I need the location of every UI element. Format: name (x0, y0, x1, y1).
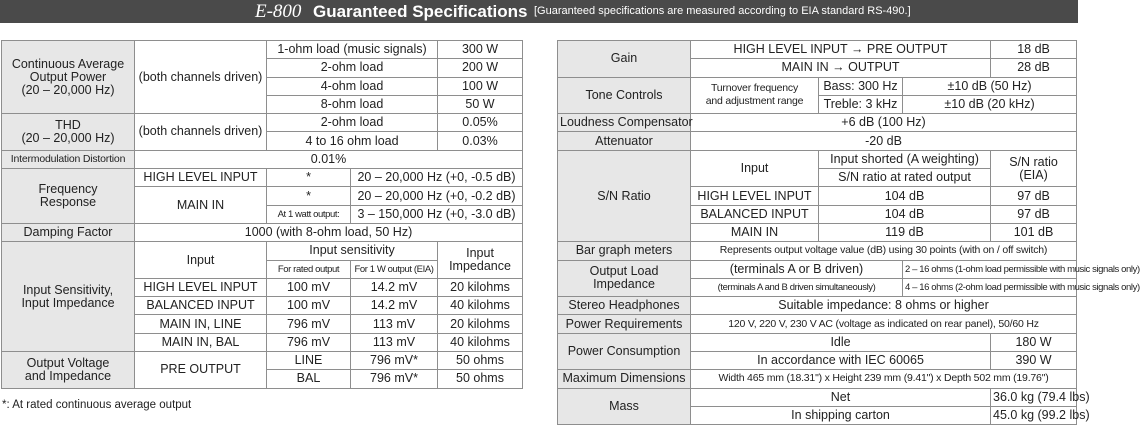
sens-label: Input Sensitivity, Input Impedance (2, 242, 135, 352)
table-row (558, 132, 1077, 150)
table-row (2, 169, 523, 187)
power-value: 50 W (438, 95, 523, 113)
sn-a: 119 dB (819, 223, 991, 241)
outv-kind: LINE (267, 352, 351, 370)
sens-input: MAIN IN, LINE (135, 315, 267, 333)
sn-input: BALANCED INPUT (691, 205, 819, 223)
imd-label: Intermodulation Distortion (2, 150, 135, 168)
power-value: 200 W (438, 59, 523, 77)
sn-eia-header: S/N ratio (EIA) (991, 150, 1077, 187)
load-cond: (terminals A and B driven simultaneously) (691, 278, 903, 296)
power-load: 2-ohm load (267, 59, 438, 77)
freq-main-mark: * (267, 187, 351, 205)
power-load: 1-ohm load (music signals) (267, 41, 438, 59)
outv-kind: BAL (267, 370, 351, 388)
thd-label: THD (20 – 20,000 Hz) (2, 114, 135, 151)
sens-1w: 113 mV (351, 333, 438, 351)
freq-hl-label: HIGH LEVEL INPUT (135, 169, 267, 187)
table-row (2, 352, 523, 370)
sens-input: HIGH LEVEL INPUT (135, 278, 267, 296)
outv-sub: PRE OUTPUT (135, 352, 267, 389)
phones-value: Suitable impedance: 8 ohms or higher (691, 297, 1077, 315)
sn-shorted-header: Input shorted (A weighting) (819, 150, 991, 168)
load-value: 2 – 16 ohms (1-ohm load permissible with music signals only) (903, 260, 1077, 278)
sn-eia: 97 dB (991, 205, 1077, 223)
power-condition: (both channels driven) (135, 41, 267, 114)
freq-main-label: MAIN IN (135, 187, 267, 224)
tone-treble-range: ±10 dB (20 kHz) (903, 95, 1077, 113)
mass-cond: Net (691, 388, 991, 406)
sn-a: 104 dB (819, 187, 991, 205)
tone-desc: Turnover frequency and adjustment range (691, 77, 819, 114)
load-label: Output Load Impedance (558, 260, 691, 297)
freq-hl-value: 20 – 20,000 Hz (+0, -0.5 dB) (351, 169, 523, 187)
bar-value: Represents output voltage value (dB) using 30 points (with on / off switch) (691, 242, 1077, 260)
sn-a: 104 dB (819, 205, 991, 223)
consumption-cond: In accordance with IEC 60065 (691, 352, 991, 370)
table-row (558, 242, 1077, 260)
consumption-label: Power Consumption (558, 333, 691, 370)
mass-value: 45.0 kg (99.2 lbs) (991, 406, 1077, 424)
mass-value: 36.0 kg (79.4 lbs) (991, 388, 1077, 406)
outv-label: Output Voltage and Impedance (2, 352, 135, 389)
right-spec-table (557, 40, 1140, 425)
damping-label: Damping Factor (2, 223, 135, 241)
table-row (558, 333, 1077, 351)
sn-input-header: Input (691, 150, 819, 187)
sens-1w: 14.2 mV (351, 278, 438, 296)
power-value: 300 W (438, 41, 523, 59)
model-name: E-800 (255, 1, 302, 22)
load-cond: (terminals A or B driven) (691, 260, 903, 278)
gain-value: 18 dB (991, 41, 1077, 59)
table-row (558, 77, 1077, 95)
imd-value: 0.01% (135, 150, 523, 168)
consumption-value: 390 W (991, 352, 1077, 370)
table-row (558, 114, 1077, 132)
phones-label: Stereo Headphones (558, 297, 691, 315)
mass-label: Mass (558, 388, 691, 425)
thd-condition: (both channels driven) (135, 114, 267, 151)
table-row (558, 388, 1077, 406)
table-row (2, 41, 523, 59)
sens-1w: 14.2 mV (351, 297, 438, 315)
tone-label: Tone Controls (558, 77, 691, 114)
left-spec-table (1, 40, 523, 389)
sens-imp: 20 kilohms (438, 315, 523, 333)
sens-rated: 796 mV (267, 315, 351, 333)
sn-eia: 101 dB (991, 223, 1077, 241)
freq-label: Frequency Response (2, 169, 135, 224)
sn-input: HIGH LEVEL INPUT (691, 187, 819, 205)
gain-path: HIGH LEVEL INPUT → PRE OUTPUT (691, 41, 991, 59)
sens-imp-header: Input Impedance (438, 242, 523, 279)
sens-rated: 796 mV (267, 333, 351, 351)
sens-imp: 40 kilohms (438, 333, 523, 351)
sens-input-header: Input (135, 242, 267, 279)
sens-1w: 113 mV (351, 315, 438, 333)
table-row (558, 260, 1077, 278)
sn-eia: 97 dB (991, 187, 1077, 205)
freq-watt-value: 3 – 150,000 Hz (+0, -3.0 dB) (351, 205, 523, 223)
sens-imp: 40 kilohms (438, 297, 523, 315)
freq-hl-mark: * (267, 169, 351, 187)
power-load: 8-ohm load (267, 95, 438, 113)
power-label: Continuous Average Output Power (20 – 20,000 Hz) (2, 41, 135, 114)
table-row (558, 41, 1077, 59)
table-row (2, 242, 523, 260)
sens-1w-header: For 1 W output (EIA) (351, 260, 438, 278)
outv-imp: 50 ohms (438, 370, 523, 388)
tone-bass-range: ±10 dB (50 Hz) (903, 77, 1077, 95)
mass-cond: In shipping carton (691, 406, 991, 424)
power-req-label: Power Requirements (558, 315, 691, 333)
sens-rated: 100 mV (267, 297, 351, 315)
dims-value: Width 465 mm (18.31") x Height 239 mm (9.41") x Depth 502 mm (19.76") (691, 370, 1077, 388)
atten-value: -20 dB (691, 132, 1077, 150)
table-row (2, 150, 523, 168)
freq-main-value: 20 – 20,000 Hz (+0, -0.2 dB) (351, 187, 523, 205)
thd-load: 2-ohm load (267, 114, 438, 132)
outv-volt: 796 mV* (351, 370, 438, 388)
loudness-label: Loudness Compensator (558, 114, 691, 132)
page-title: Guaranteed Specifications (313, 2, 528, 21)
sens-header: Input sensitivity (267, 242, 438, 260)
loudness-value: +6 dB (100 Hz) (691, 114, 1077, 132)
sn-rated-header: S/N ratio at rated output (819, 169, 991, 187)
thd-value: 0.05% (438, 114, 523, 132)
header-note: [Guaranteed specifications are measured according to EIA standard RS-490.] (534, 5, 911, 17)
sn-input: MAIN IN (691, 223, 819, 241)
sens-rated: 100 mV (267, 278, 351, 296)
header-bar (0, 0, 1078, 23)
sens-imp: 20 kilohms (438, 278, 523, 296)
table-row (558, 370, 1077, 388)
table-row (558, 150, 1077, 168)
bar-label: Bar graph meters (558, 242, 691, 260)
damping-value: 1000 (with 8-ohm load, 50 Hz) (135, 223, 523, 241)
gain-label: Gain (558, 41, 691, 78)
freq-watt-label: At 1 watt output: (267, 205, 351, 223)
sens-input: BALANCED INPUT (135, 297, 267, 315)
footnote: *: At rated continuous average output (2, 399, 192, 411)
gain-value: 28 dB (991, 59, 1077, 77)
tone-bass: Bass: 300 Hz (819, 77, 903, 95)
outv-volt: 796 mV* (351, 352, 438, 370)
table-row (558, 315, 1077, 333)
sens-rated-header: For rated output (267, 260, 351, 278)
table-row (558, 297, 1077, 315)
power-value: 100 W (438, 77, 523, 95)
tone-treble: Treble: 3 kHz (819, 95, 903, 113)
table-row (2, 114, 523, 132)
sens-input: MAIN IN, BAL (135, 333, 267, 351)
dims-label: Maximum Dimensions (558, 370, 691, 388)
power-load: 4-ohm load (267, 77, 438, 95)
thd-load: 4 to 16 ohm load (267, 132, 438, 150)
gain-path: MAIN IN → OUTPUT (691, 59, 991, 77)
outv-imp: 50 ohms (438, 352, 523, 370)
sn-label: S/N Ratio (558, 150, 691, 241)
table-row (2, 223, 523, 241)
power-req-value: 120 V, 220 V, 230 V AC (voltage as indicated on rear panel), 50/60 Hz (691, 315, 1077, 333)
atten-label: Attenuator (558, 132, 691, 150)
consumption-value: 180 W (991, 333, 1077, 351)
thd-value: 0.03% (438, 132, 523, 150)
consumption-cond: Idle (691, 333, 991, 351)
load-value: 4 – 16 ohms (2-ohm load permissible with music signals only) (903, 278, 1077, 296)
